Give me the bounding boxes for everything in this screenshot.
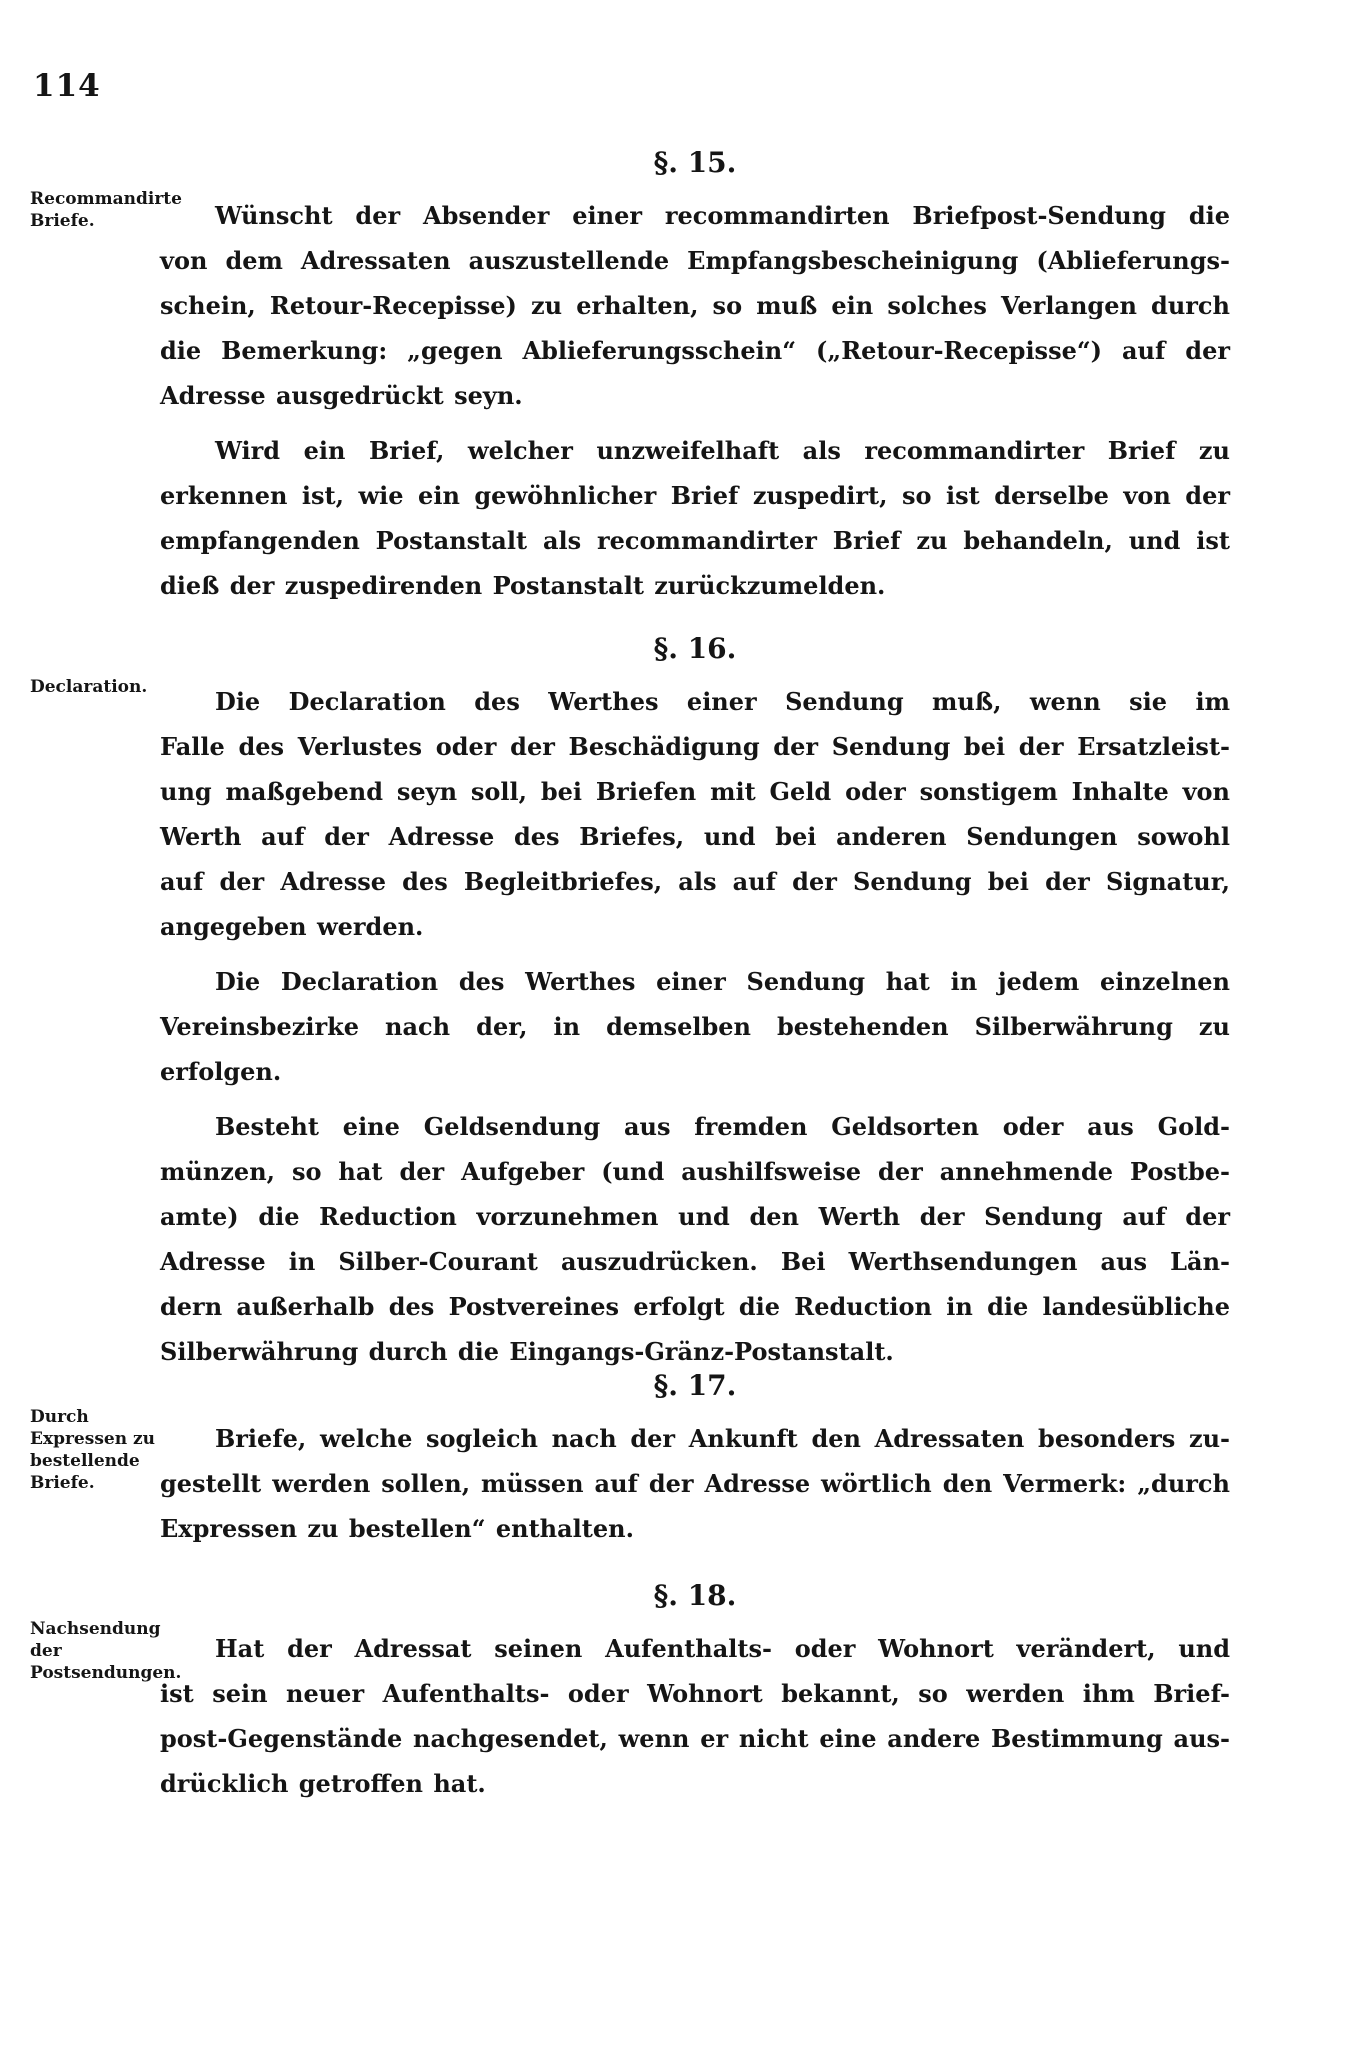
section-16 [160,626,1230,1374]
paragraph [160,193,1230,418]
section-15 [160,140,1230,608]
margin-note: Nachsendung der Postsendungen. [30,1619,182,1683]
text-line: ist sein neuer Aufenthalts- oder Wohnort bekannt, so werden ihm Brief- [160,1679,1230,1708]
text-line: amte) die Reduction vorzunehmen und den Werth der Sendung auf der [160,1202,1230,1231]
text-line: schein, Retour-Recepisse) zu erhalten, so muß ein solches Verlangen durch [160,291,1230,320]
section-18 [160,1573,1230,1806]
paragraph [160,1626,1230,1806]
paragraph [160,1416,1230,1551]
text-line: Hat der Adressat seinen Aufenthalts- oder Wohnort verändert, und [215,1634,1230,1663]
text-line: Die Declaration des Werthes einer Sendung muß, wenn sie im [215,687,1230,716]
text-line: Adresse ausgedrückt seyn. [160,381,523,410]
margin-note: Recommandirte Briefe. [30,189,182,231]
text-line: auf der Adresse des Begleitbriefes, als auf der Sendung bei der Signatur, [160,867,1230,896]
text-line: empfangenden Postanstalt als recommandirter Brief zu behandeln, und ist [160,526,1230,555]
text-line: von dem Adressaten auszustellende Empfangsbescheinigung (Ablieferungs- [160,246,1230,275]
text-line: post-Gegenstände nachgesendet, wenn er nicht eine andere Bestimmung aus- [160,1724,1230,1753]
text-line: Expressen zu bestellen“ enthalten. [160,1514,634,1543]
text-line: Wird ein Brief, welcher unzweifelhaft als recommandirter Brief zu [215,436,1230,465]
text-line: Wünscht der Absender einer recommandirten Briefpost-Sendung die [215,201,1230,230]
text-line: Vereinsbezirke nach der, in demselben bestehenden Silberwährung zu erfolgen. [160,1012,1230,1086]
paragraph [160,1104,1230,1374]
text-line: Silberwährung durch die Eingangs-Gränz-Postanstalt. [160,1337,894,1366]
section-heading: §. 15. [653,146,737,179]
text-line: drücklich getroffen hat. [160,1769,486,1798]
text-line: gestellt werden sollen, müssen auf der Adresse wörtlich den Vermerk: „durch [160,1469,1230,1498]
text-line: Briefe, welche sogleich nach der Ankunft den Adressaten besonders zu- [215,1424,1230,1453]
section-17 [160,1363,1230,1551]
page-number: 114 [33,68,101,104]
text-line: die Bemerkung: „gegen Ablieferungsschein“ („Retour-Recepisse“) auf der [160,336,1230,365]
paragraph [160,679,1230,949]
section-heading: §. 16. [653,632,737,665]
text-line: Die Declaration des Werthes einer Sendung hat in jedem einzelnen [215,967,1230,996]
margin-note: Durch Expressen zu bestellende Briefe. [30,1407,156,1493]
paragraph [160,428,1230,608]
text-line: Falle des Verlustes oder der Beschädigung der Sendung bei der Ersatzleist- [160,732,1230,761]
section-heading: §. 17. [653,1369,737,1402]
text-line: Werth auf der Adresse des Briefes, und bei anderen Sendungen sowohl [160,822,1230,851]
text-line: Besteht eine Geldsendung aus fremden Geldsorten oder aus Gold- [215,1112,1230,1141]
text-line: ung maßgebend seyn soll, bei Briefen mit Geld oder sonstigem Inhalte von [160,777,1230,806]
text-line: münzen, so hat der Aufgeber (und aushilfsweise der annehmende Postbe- [160,1157,1230,1186]
section-heading: §. 18. [653,1579,737,1612]
text-line: angegeben werden. [160,912,424,941]
margin-note: Declaration. [30,677,148,697]
text-line: dern außerhalb des Postvereines erfolgt die Reduction in die landesübliche [160,1292,1230,1321]
text-line: dieß der zuspedirenden Postanstalt zurückzumelden. [160,571,886,600]
paragraph [160,959,1230,1094]
text-line: Adresse in Silber-Courant auszudrücken. Bei Werthsendungen aus Län- [160,1247,1230,1276]
text-line: erkennen ist, wie ein gewöhnlicher Brief zuspedirt, so ist derselbe von der [160,481,1230,510]
